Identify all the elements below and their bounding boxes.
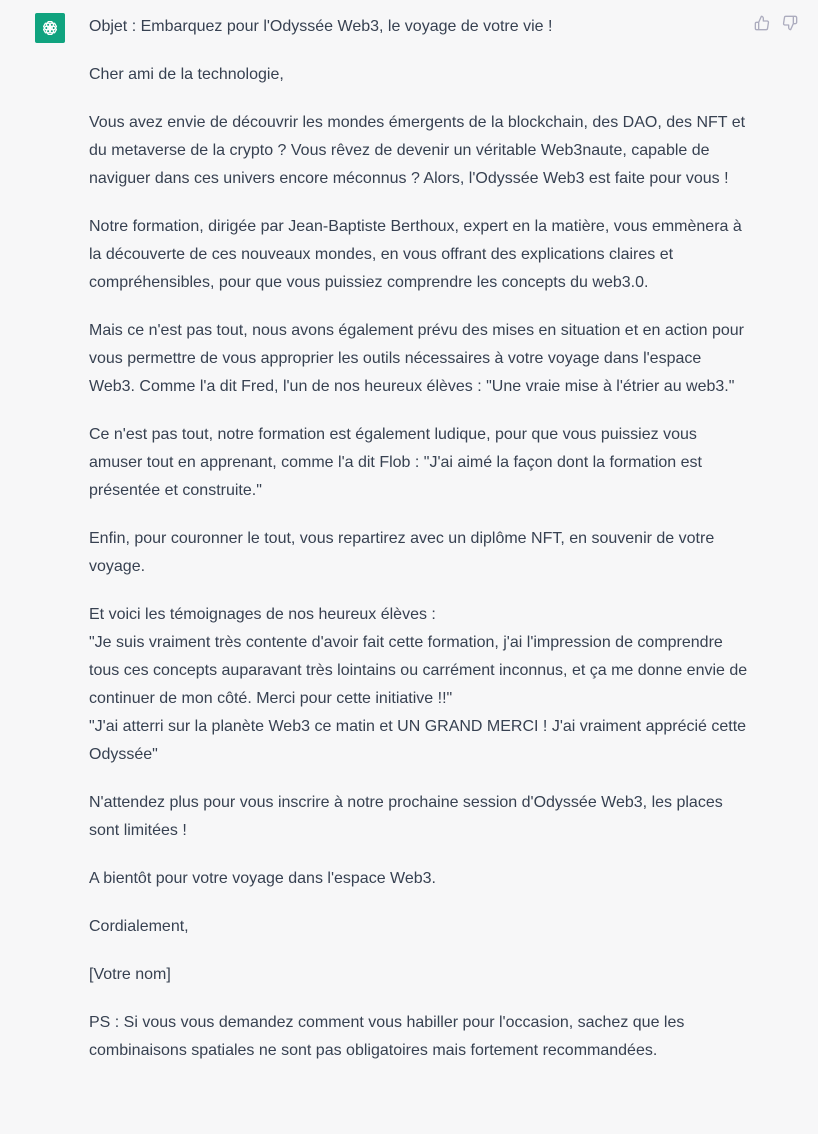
message-paragraph: N'attendez plus pour vous inscrire à notre prochaine session d'Odyssée Web3, les places sont limitées ! <box>89 794 728 839</box>
testimonials-paragraph: Et voici les témoignages de nos heureux élèves : "Je suis vraiment très contente d'avoir fait cette formation, j'ai l'impression de comprendre tous ces concepts auparavant très lointains ou carrément inconnus, et ça me donne envie de continuer de mon côté. Merci pour cette initiative !!" "J'ai atterri sur la planète Web3 ce matin et UN GRAND MERCI ! J'ai vraiment apprécié cette Odyssée" <box>89 606 748 763</box>
feedback-buttons <box>754 15 798 31</box>
message-paragraph: Vous avez envie de découvrir les mondes émergents de la blockchain, des DAO, des NFT et du metaverse de la crypto ? Vous rêvez de devenir un véritable Web3naute, capable de naviguer dans ces univers encore méconnus ? Alors, l'Odyssée Web3 est faite pour vous ! <box>89 114 750 187</box>
message-content <box>89 13 749 1065</box>
email-greeting: Cher ami de la technologie, <box>89 66 284 83</box>
message-paragraph: Mais ce n'est pas tout, nous avons également prévu des mises en situation et en action pour vous permettre de vous approprier les outils nécessaires à votre voyage dans l'espace Web3. Comme l'a dit Fred, l'un de nos heureux élèves : "Une vraie mise à l'étrier au web3." <box>89 322 749 395</box>
email-subject: Objet : Embarquez pour l'Odyssée Web3, le voyage de votre vie ! <box>89 18 553 35</box>
assistant-avatar <box>35 13 65 43</box>
email-signature: [Votre nom] <box>89 966 171 983</box>
thumbs-up-icon <box>754 15 770 31</box>
message-paragraph: A bientôt pour votre voyage dans l'espace Web3. <box>89 870 436 887</box>
message-paragraph: Enfin, pour couronner le tout, vous repartirez avec un diplôme NFT, en souvenir de votre voyage. <box>89 530 719 575</box>
thumbs-down-icon <box>782 15 798 31</box>
thumbs-down-button[interactable] <box>782 15 798 31</box>
message-paragraph: Ce n'est pas tout, notre formation est également ludique, pour que vous puissiez vous amuser tout en apprenant, comme l'a dit Flob : "J'ai aimé la façon dont la formation est présentée et construite." <box>89 426 707 499</box>
thumbs-up-button[interactable] <box>754 15 770 31</box>
email-closing: Cordialement, <box>89 918 189 935</box>
email-postscript: PS : Si vous vous demandez comment vous habiller pour l'occasion, sachez que les combinaisons spatiales ne sont pas obligatoires mais fortement recommandées. <box>89 1014 689 1059</box>
message-paragraph: Notre formation, dirigée par Jean-Baptiste Berthoux, expert en la matière, vous emmènera à la découverte de ces nouveaux mondes, en vous offrant des explications claires et compréhensibles, pour que vous puissiez comprendre les concepts du web3.0. <box>89 218 747 291</box>
openai-logo-icon <box>40 18 60 38</box>
